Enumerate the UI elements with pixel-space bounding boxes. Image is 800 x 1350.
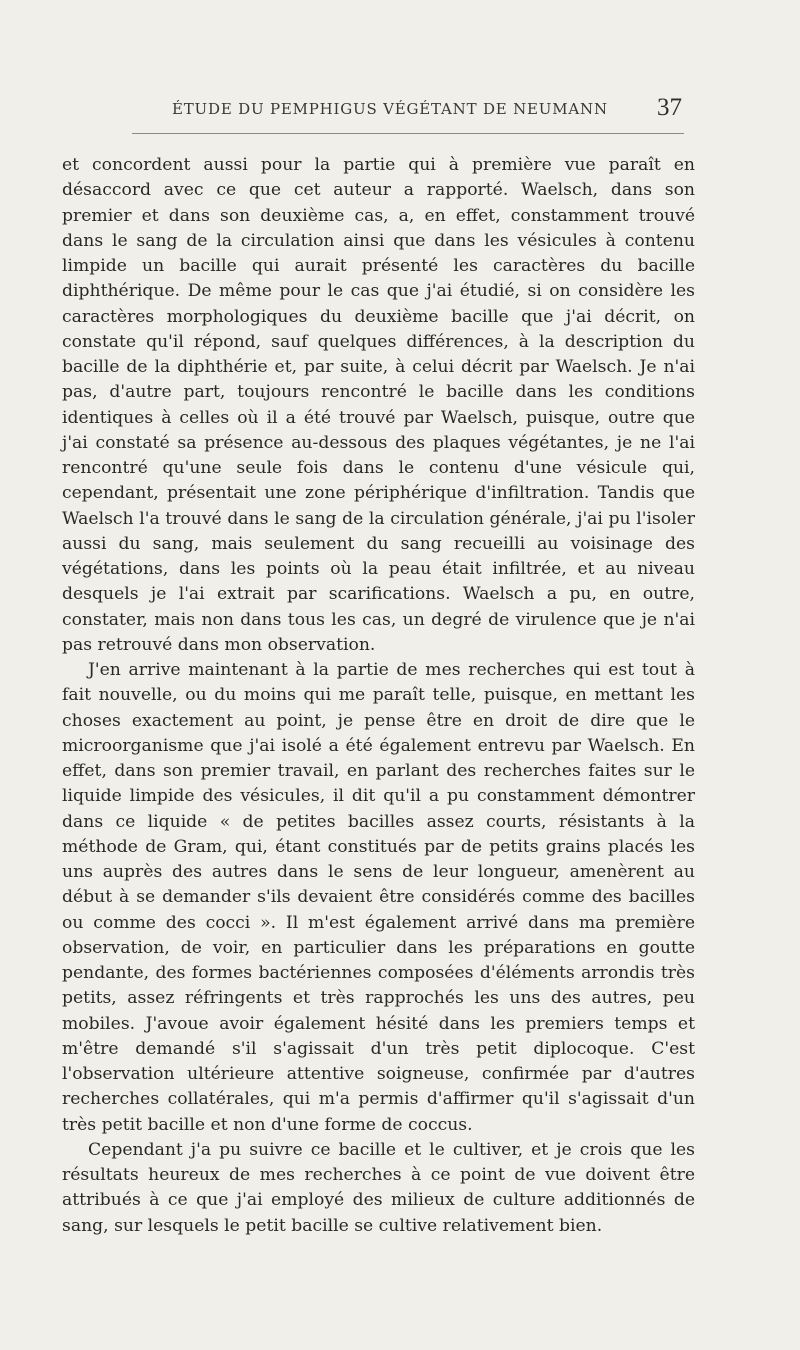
running-title: ÉTUDE DU PEMPHIGUS VÉGÉTANT DE NEUMANN — [172, 100, 608, 118]
running-head — [62, 96, 688, 122]
paragraph-2: J'en arrive maintenant à la partie de mes recherches qui est tout à fait nouvelle, ou du moins qui me paraît telle, puisque, en mettant les choses exactement au point, je pense être en droit de dire que le microorganisme que j'ai isolé a été également entrevu par Waelsch. En effet, dans son premier travail, en parlant des recherches faites sur le liquide limpide des vésicules, il dit qu'il a pu constamment démontrer dans ce liquide « de petites bacilles assez courts, résistants à la méthode de Gram, qui, étant constitués par de petits grains placés les uns auprès des autres dans le sens de leur longueur, amenèrent au début à se demander s'ils devaient être considérés comme des bacilles ou comme des cocci ». Il m'est également arrivé dans ma première observation, de voir, en particulier dans les préparations en goutte pendante, des formes bactériennes composées d'éléments arrondis très petits, assez réfringents et très rapprochés les uns des autres, peu mobiles. J'avoue avoir également hésité dans les premiers temps et m'être demandé s'il s'agissait d'un très petit diplocoque. C'est l'observation ultérieure attentive soigneuse, confirmée par d'autres recherches collatérales, qui m'a permis d'affirmer qu'il s'agissait d'un très petit bacille et non d'une forme de coccus. — [62, 660, 695, 1135]
paragraph-1: et concordent aussi pour la partie qui à première vue paraît en désaccord avec ce que cet auteur a rapporté. Waelsch, dans son premier et dans son deuxième cas, a, en effet, constamment trouvé dans le sang de la circulation ainsi que dans les vésicules à contenu limpide un bacille qui aurait présenté les caractères du bacille diphthérique. De même pour le cas que j'ai étudié, si on considère les caractères morphologiques du deuxième bacille que j'ai décrit, on constate qu'il répond, sauf quelques différences, à la description du bacille de la diphthérie et, par suite, à celui décrit par Waelsch. Je n'ai pas, d'autre part, toujours rencontré le bacille dans les conditions identiques à celles où il a été trouvé par Waelsch, puisque, outre que j'ai constaté sa présence au-dessous des plaques végétantes, je ne l'ai rencontré qu'une seule fois dans le contenu d'une vésicule qui, cependant, présentait une zone périphérique d'infiltration. Tandis que Waelsch l'a trouvé dans le sang de la circulation générale, j'ai pu l'isoler aussi du sang, mais seulement du sang recueilli au voisinage des végétations, dans les points où la peau était infiltrée, et au niveau desquels je l'ai extrait par scarifications. Waelsch a pu, en outre, constater, mais non dans tous les cas, un degré de virulence que je n'ai pas retrouvé dans mon observation. — [62, 155, 695, 655]
body-text — [62, 153, 695, 1239]
header-rule — [132, 133, 684, 134]
paragraph-3: Cependant j'a pu suivre ce bacille et le cultiver, et je crois que les résultats heureux de mes recherches à ce point de vue doivent être attribués à ce que j'ai employé des milieux de culture additionnés de sang, sur lesquels le petit bacille se cultive relativement bien. — [62, 1139, 695, 1236]
page-number: 37 — [657, 94, 682, 121]
